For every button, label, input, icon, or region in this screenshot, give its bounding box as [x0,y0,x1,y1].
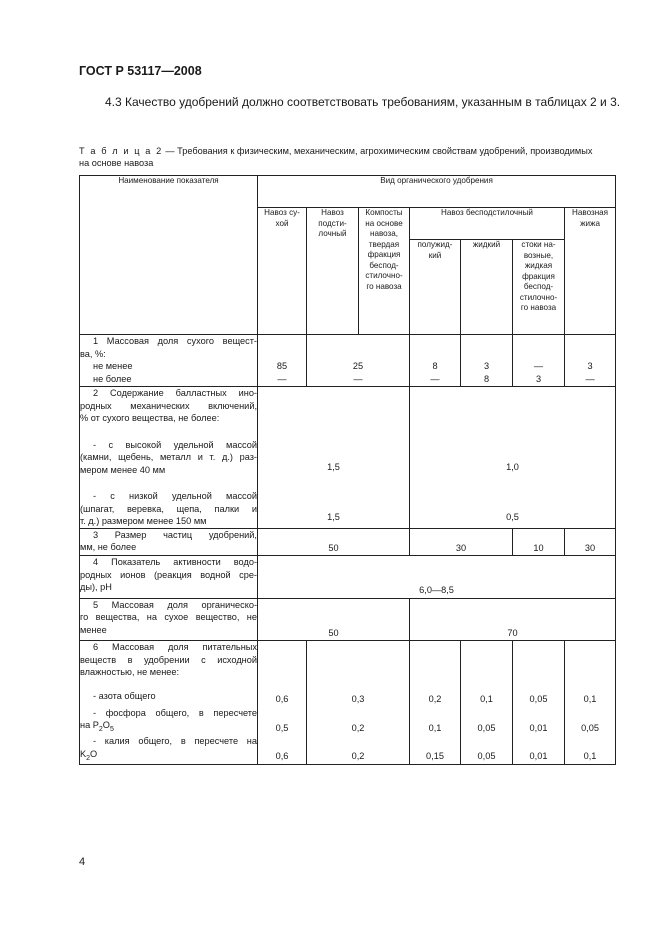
indicator-organic-matter: 5 Массовая доля органическо- го вещества, на сухое вещество, не менее [80,598,258,641]
col-liquid: жидкий [461,240,513,335]
intro-paragraph: 4.3 Качество удобрений должно соответствовать требованиям, указанным в таблицах 2 и 3. [105,95,621,109]
requirements-table [79,175,616,765]
table-row: 2 Содержание балластных ино- родных механических включений, % от сухого вещества, не более: - с высокой удельной массой (камни, щебень, металл и т. д.) раз- мером менее 40 мм - с низкой удельной массой (шпагат, веревка, щепа, палки и т. д.) размером менее 150 мм 1,5 1,5 1,0 0,5 [80,387,616,529]
col-dry-manure: Навоз су- хой [258,208,307,335]
indicator-header: Наименование показателя [80,176,258,335]
page-number: 4 [79,856,86,868]
fertilizer-type-header: Вид органического удобрения [258,176,616,208]
indicator-ballast-inclusions: 2 Содержание балластных ино- родных механических включений, % от сухого вещества, не более: - с высокой удельной массой (камни, щебень, металл и т. д.) раз- мером менее 40 мм - с низкой удельной массой (шпагат, веревка, щепа, палки и т. д.) размером менее 150 мм [80,388,257,526]
table-row: 6 Массовая доля питательных веществ в удобрении с исходной влажностью, не менее: - азота общего 0,6 0,3 0,2 0,1 0,05 0,1 [80,641,616,707]
indicator-ph: 4 Показатель активности водо- родных ионов (реакция водной сре- ды), pH [80,556,258,599]
indicator-phosphorus: - фосфора общего, в пересчете на $P_2O_5$ [80,707,258,736]
col-compost: Компосты на основе навоза, твердая фракция беспод- стилочно- го навоза [359,208,410,335]
table-row: - калия общего, в пересчете на $K_2O$ 0,6 0,2 0,15 0,05 0,01 0,1 [80,735,616,764]
table-row: 4 Показатель активности водо- родных ионов (реакция водной сре- ды), pH 6,0—8,5 [80,556,616,599]
indicator-dry-matter: 1 Массовая доля сухого вещест- ва, %: не менее не более [80,335,258,387]
table-caption-line2: на основе навоза [79,158,154,168]
col-slurry: Навозная жижа [565,208,616,335]
litterless-manure-header: Навоз бесподстилочный [410,208,565,240]
col-effluent: стоки на- возные, жидкая фракция беспод- стилочно- го навоза [513,240,565,335]
table-caption [79,145,614,169]
indicator-particle-size: 3 Размер частиц удобрений, мм, не более [80,528,258,556]
table-row: 3 Размер частиц удобрений, мм, не более 50 30 10 30 [80,528,616,556]
col-semiliquid: полужид- кий [410,240,461,335]
table-row: 1 Массовая доля сухого вещест- ва, %: не менее не более 85 — 25 — 8 — 3 8 — 3 3 — [80,335,616,387]
table-row: - фосфора общего, в пересчете на $P_2O_5$ 0,5 0,2 0,1 0,05 0,01 0,05 [80,707,616,736]
table-row: 5 Массовая доля органическо- го вещества, на сухое вещество, не менее 50 70 [80,598,616,641]
col-litter-manure: Навоз подсти- лочный [307,208,359,335]
document-header: ГОСТ Р 53117—2008 [79,64,202,78]
indicator-nutrients: 6 Массовая доля питательных веществ в удобрении с исходной влажностью, не менее: - азота общего [80,641,258,707]
indicator-potassium: - калия общего, в пересчете на $K_2O$ [80,735,258,764]
table-caption-prefix: Т а б л и ц а 2 [79,146,163,156]
header-row-1 [80,176,616,208]
table-caption-line1: — Требования к физическим, механическим, агрохимическим свойствам удобрений, производимых [162,146,593,156]
